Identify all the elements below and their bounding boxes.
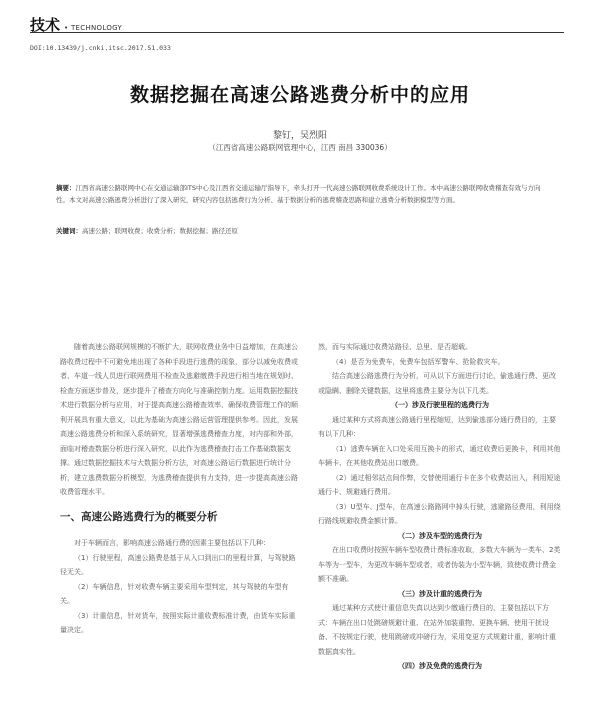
paragraph: 通过某种方式使计重信息失真以达到少缴通行费目的，主要包括以下方式：车辆在出口处跳磅规避计重、在站外加装重物、更换车辆、使用干扰设备、不按规定行驶，使用跳磅或冲磅行为，采用变更方式规避计重，影响计重数据真实性。 bbox=[318, 604, 556, 656]
paragraph: （1）行驶里程，高速公路费是基于从入口到出口的里程计算，与驾驶路径无关。 bbox=[60, 553, 296, 576]
paragraph: （3）U型车、J型车，在高速公路路网中掉头行驶，逃避路径费用，利用绕行路线规避收费金额计算。 bbox=[318, 502, 561, 525]
affiliation: （江西省高速公路联网管理中心，江西 南昌 330036） bbox=[208, 143, 392, 152]
header-divider bbox=[30, 32, 564, 33]
subsection-title: （三）涉及计重的逃费行为 bbox=[398, 589, 482, 598]
paragraph: （1）逃费车辆在入口处采用互换卡的形式，通过收费后更换卡，利用其他车辆卡、在其他收费站出口缴费。 bbox=[318, 444, 561, 467]
paragraph: 然，而与实际通过收费站路径、总里、是否超载。 bbox=[318, 343, 472, 351]
paragraph: （3）计重信息，针对货车，按照实际计重收费标准计费，由货车实际重量决定。 bbox=[60, 611, 296, 634]
paragraph: 对于车辆而言，影响高速公路通行费的因素主要包括以下几种： bbox=[74, 539, 270, 547]
keywords bbox=[56, 226, 548, 235]
paragraph: （4）是否为免费车，免费车包括军警车、抢险救灾车。 bbox=[332, 357, 505, 366]
keywords-label: 关键词： bbox=[56, 227, 82, 235]
section-title: 一、高速公路逃费行为的概要分析 bbox=[60, 510, 218, 523]
paragraph: （2）通过相邻站点间作弊，交替使用通行卡在多个收费站出入，利用短途通行卡、规避通行费用。 bbox=[318, 473, 561, 496]
subsection-title: （四）涉及免费的逃费行为 bbox=[398, 662, 482, 670]
paragraph: 在出口收费时按照车辆车型收费计费标准收取，多数大车辆为一类车、2类车等为一型车，为更改车辆车型或者，或者伪装为小型车辆，致使收费计费金额不准确。 bbox=[318, 546, 561, 583]
subsection-title: （一）涉及行驶里程的逃费行为 bbox=[391, 401, 489, 409]
right-column bbox=[318, 340, 562, 674]
paragraph: 结合高速公路逃费行为分析，可从以下方面进行讨论，偷逃通行费、更改或隐瞒、删除关键数据，这里将逃费主要分为以下几类。 bbox=[318, 372, 556, 395]
paragraph: （2）车辆信息，针对收费车辆主要采用车型判定，其与驾驶的车型有关。 bbox=[60, 582, 289, 605]
subsection-title: （二）涉及车型的逃费行为 bbox=[398, 531, 482, 540]
paper-title: 数据挖掘在高速公路逃费分析中的应用 bbox=[129, 84, 470, 106]
keywords-text: 高速公路；联网收费；收费分析；数据挖掘；路径还原 bbox=[82, 227, 238, 235]
intro-paragraph: 随着高速公路联网规模的不断扩大，联网收费业务中日益增加，在高速公路收费过程中不可避免地出现了各种手段进行逃费的现象，部分以减免收费或者、车道一线人员进行联网费用不检查及逃避缴费手段进行相当地在规划时、检查方面逐步普及，逐步提升了稽查方向化与准确控制力度。运用数据挖掘技术进行数据分析与应用，对于提高高速公路稽查效率、确保收费管理工作的顺利开展具有重大意义，以此为基础为高速公路运营管理提供参考。因此，发展高速公路逃费分析和深入系统研究，显著增强逃费稽查力度，对内部和外部，面临对稽查数据分析进行深入研究，以此作为逃费稽查打击工作基础数据支撑。通过数据挖掘技术与大数据分析方法，对高速公路运行数据进行统计分析，建立逃费数据分析模型，为逃费稽查提供有力支持，进一步提高高速公路收费管理水平。 bbox=[60, 343, 298, 496]
journal-section: • TECHNOLOGY bbox=[64, 24, 123, 32]
abstract bbox=[56, 182, 548, 206]
doi: DOI:10.13439/j.cnki.itsc.2017.S1.033 bbox=[30, 44, 171, 52]
abstract-text: 江西省高速公路联网中心在交通运输部ITS中心及江西省交通运输厅指导下，牵头打开一代高速公路联网收费系统设计工作。本中高速公路联网收费稽查有效与方向性。本文对高速公路逃费分析进行了深入研究，研究内容包括逃费行为分析、基于数据分析的逃费稽查思路和建立逃费分析数据模型等方面。 bbox=[56, 184, 541, 204]
paragraph: 通过某种方式将高速公路通行里程缩短，达到偷逃部分通行费目的，主要有以下几种： bbox=[318, 415, 556, 438]
abstract-label: 摘要： bbox=[56, 184, 76, 192]
journal-brand: 技术 bbox=[30, 16, 61, 34]
left-column bbox=[60, 340, 300, 638]
authors: 黎钉，吴烈阳 bbox=[272, 131, 327, 141]
